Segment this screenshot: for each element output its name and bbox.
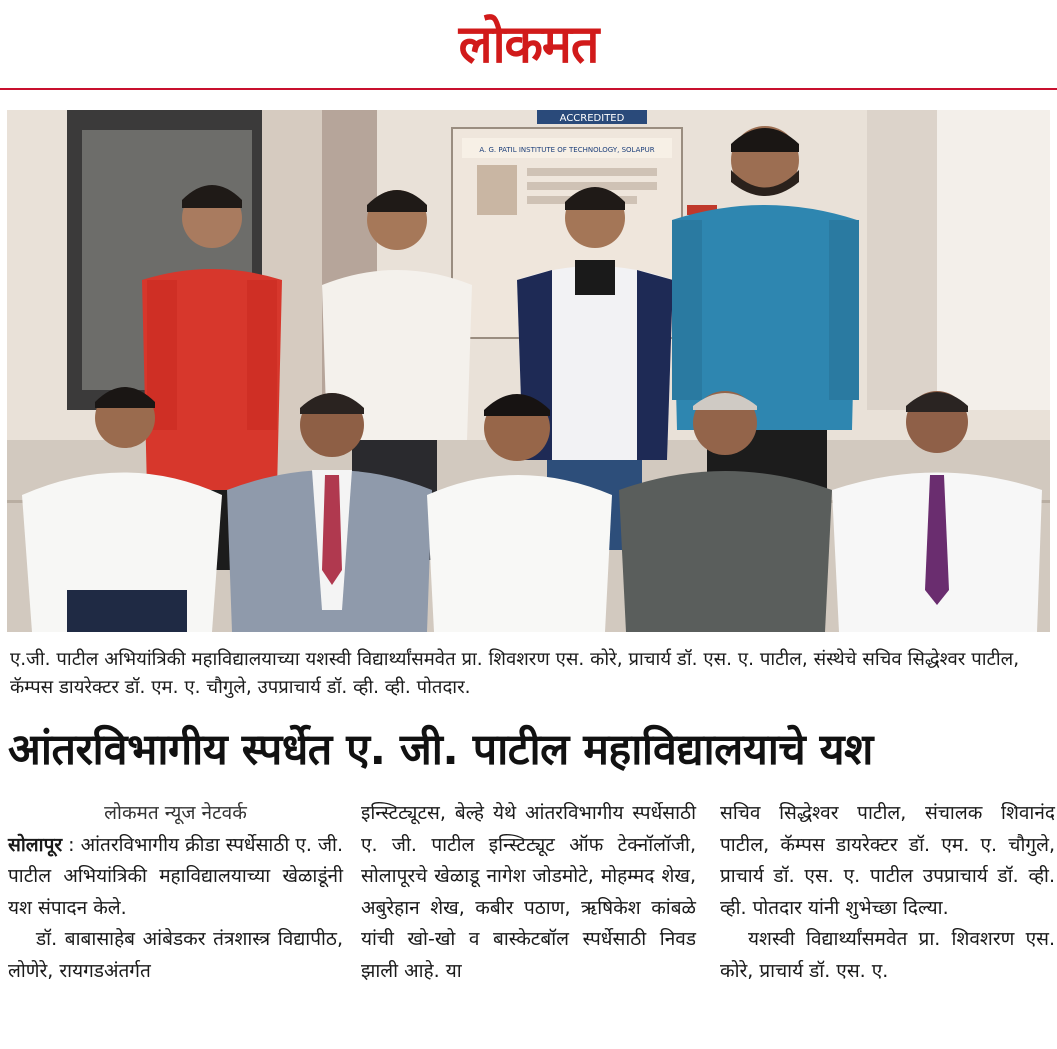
- article-column-1: [8, 798, 343, 987]
- board-title: A. G. PATIL INSTITUTE OF TECHNOLOGY, SOLAPUR: [479, 146, 655, 154]
- column-1-paragraph-2: डॉ. बाबासाहेब आंबेडकर तंत्रशास्त्र विद्यापीठ, लोणेरे, रायगडअंतर्गत: [8, 928, 343, 982]
- photo-caption: ए.जी. पाटील अभियांत्रिकी महाविद्यालयाच्या यशस्वी विद्यार्थ्यांसमवेत प्रा. शिवशरण एस. कोरे, प्राचार्य डॉ. एस. ए. पाटील, संस्थेचे सचिव सिद्धेश्वर पाटील, कॅम्पस डायरेक्टर डॉ. एम. ए. चौगुले, उपप्राचार्य डॉ. व्ही. व्ही. पोतदार.: [10, 649, 1020, 698]
- group-photo-illustration: [7, 110, 1050, 632]
- article-column-2: [361, 798, 696, 987]
- dateline: सोलापूर: [8, 833, 63, 856]
- board-heading: ACCREDITED: [559, 113, 625, 124]
- byline: लोकमत न्यूज नेटवर्क: [104, 802, 247, 824]
- article-column-3: [720, 798, 1055, 987]
- masthead: [0, 0, 1057, 88]
- column-1-paragraph-1: [8, 830, 343, 925]
- news-photo: [7, 110, 1050, 632]
- lokmat-logo: लोकमत: [458, 13, 599, 75]
- column-1-paragraph-1-text: : आंतरविभागीय क्रीडा स्पर्धेसाठी ए. जी. पाटील अभियांत्रिकी महाविद्यालयाच्या खेळाडूंनी यश संपादन केले.: [8, 833, 343, 919]
- masthead-rule: [0, 88, 1057, 90]
- article-headline: आंतरविभागीय स्पर्धेत ए. जी. पाटील महाविद्यालयाचे यश: [8, 725, 873, 775]
- column-3-paragraph-1: सचिव सिद्धेश्वर पाटील, संचालक शिवानंद पाटील, कॅम्पस डायरेक्टर डॉ. एम. ए. चौगुले, प्राचार्य डॉ. एस. ए. पाटील उपप्राचार्य डॉ. व्ही. व्ही. पोतदार यांनी शुभेच्छा दिल्या.: [720, 802, 1055, 919]
- column-3-paragraph-2: यशस्वी विद्यार्थ्यांसमवेत प्रा. शिवशरण एस. कोरे, प्राचार्य डॉ. एस. ए.: [720, 928, 1055, 982]
- column-2-paragraph-1: इन्स्टिट्यूटस, बेल्हे येथे आंतरविभागीय स्पर्धेसाठी ए. जी. पाटील इन्स्टिट्यूट ऑफ टेक्नॉलॉजी, सोलापूरचे खेळाडू नागेश जोडमोटे, मोहम्मद शेख, अबुरेहान शेख, कबीर पठाण, ऋषिकेश कांबळे यांची खो-खो व बास्केटबॉल स्पर्धेसाठी निवड झाली आहे. या: [361, 802, 696, 982]
